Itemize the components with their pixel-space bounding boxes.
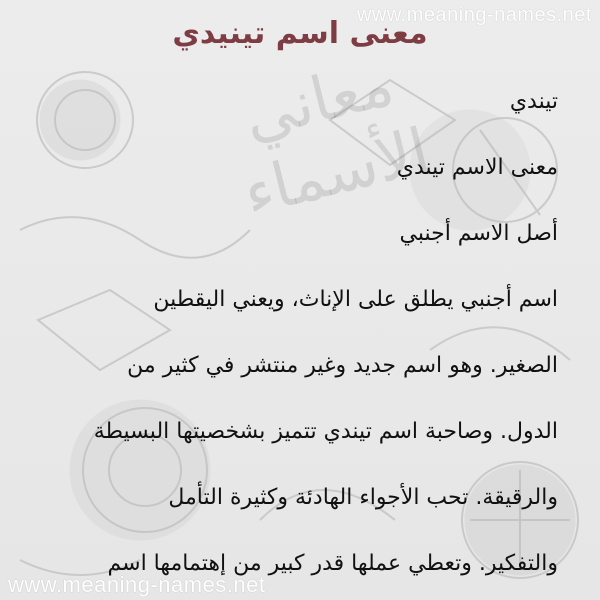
meaning-text xyxy=(38,82,558,600)
description-line-1: اسم أجنبي يطلق على الإناث، ويعني اليقطين xyxy=(153,287,558,312)
name-line: تيندي xyxy=(509,89,558,114)
site-watermark-bottom: www.meaning-names.net xyxy=(8,572,266,597)
origin-line: أصل الاسم أجنبي xyxy=(399,221,558,246)
site-watermark-top: www.meaning-names.net xyxy=(356,4,592,26)
page-title: معنى اسم تينيدي xyxy=(172,16,428,51)
meaning-line: معنى الاسم تيندي xyxy=(396,155,558,180)
description-line-3: الدول. وصاحبة اسم تيندي تتميز بشخصيتها البسيطة xyxy=(93,419,558,444)
description-line-5: والتفكير. وتعطي عملها قدر كبير من إهتمامها اسم xyxy=(107,551,558,576)
logo-watermark: معاني الأسماء xyxy=(235,46,437,230)
description-line-4: والرقيقة. تحب الأجواء الهادئة وكثيرة التأمل xyxy=(168,485,558,510)
description-line-2: الصغير. وهو اسم جديد وغير منتشر في كثير من xyxy=(127,353,558,378)
